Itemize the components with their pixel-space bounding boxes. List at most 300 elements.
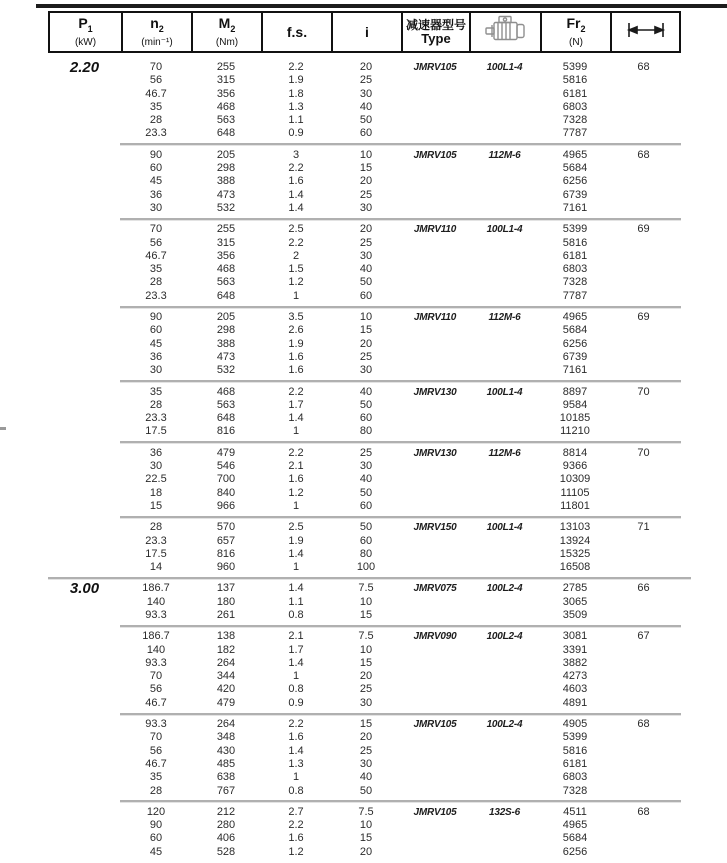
cell-fr2: 9584	[562, 398, 588, 411]
cell-i: 10	[359, 311, 373, 324]
cell-i: 20	[359, 670, 373, 683]
table-body	[48, 61, 677, 859]
cell-n2: 56	[149, 236, 163, 249]
cell-i: 80	[359, 425, 373, 438]
cell-fs: 1.4	[288, 547, 304, 560]
cell-fr2: 7787	[562, 127, 588, 140]
table-row	[48, 149, 677, 162]
cell-n2: 45	[149, 175, 163, 188]
cell-m2: 563	[216, 276, 236, 289]
col-header-label: $P_1$	[78, 15, 93, 34]
cell-fr2: 11210	[560, 425, 590, 438]
table-row	[48, 745, 677, 758]
cell-m2: 356	[216, 87, 236, 100]
cell-m2: 180	[216, 595, 236, 608]
block-separator	[120, 516, 681, 519]
cell-fs: 0.9	[288, 127, 304, 140]
table-row	[48, 127, 677, 140]
cell-i: 25	[359, 188, 373, 201]
cell-m2: 528	[216, 845, 236, 858]
cell-m2: 264	[216, 656, 236, 669]
cell-n2: 45	[149, 337, 163, 350]
cell-i: 40	[359, 385, 373, 398]
col-header-label: $Fr_2$	[566, 15, 586, 34]
table-row	[48, 697, 677, 710]
cell-n2: 70	[149, 670, 163, 683]
cell-i: 25	[359, 744, 373, 757]
cell-i: 40	[359, 100, 373, 113]
cell-fs: 1	[292, 561, 300, 574]
cell-m2: 430	[216, 744, 236, 757]
cell-n2: 46.7	[145, 87, 167, 100]
cell-fs: 1.1	[288, 595, 304, 608]
cell-fs: 0.8	[288, 683, 304, 696]
table-row	[48, 290, 677, 303]
cell-m2: 388	[216, 337, 236, 350]
cell-n2: 15	[149, 499, 163, 512]
cell-n2: 28	[149, 114, 163, 127]
cell-n2: 93.3	[145, 718, 167, 731]
cell-fs: 2.1	[288, 460, 304, 473]
cell-i: 20	[359, 175, 373, 188]
cell-fs: 2.2	[288, 236, 304, 249]
cell-m2: 138	[216, 630, 236, 643]
cell-m2: 638	[216, 771, 236, 784]
cell-fr2: 6739	[562, 350, 588, 363]
cell-fs: 1	[292, 425, 300, 438]
cell-fr2: 7787	[562, 289, 588, 302]
cell-m2: 406	[216, 832, 236, 845]
cell-i: 7.5	[358, 630, 374, 643]
cell-fr2: 4511	[563, 805, 587, 818]
cell-i: 60	[359, 289, 373, 302]
motor-icon	[483, 14, 529, 51]
table-row	[48, 101, 677, 114]
cell-m2: 420	[216, 683, 236, 696]
table-row	[48, 311, 677, 324]
cell-i: 30	[359, 249, 373, 262]
block-separator	[120, 380, 681, 383]
cell-i: 15	[359, 656, 373, 669]
cell-fs: 1.4	[288, 188, 304, 201]
col-header-p1	[50, 13, 123, 51]
cell-fr2: 3509	[562, 608, 588, 621]
cell-n2: 60	[149, 832, 163, 845]
col-header-unit: (kW)	[74, 36, 97, 48]
table-row	[48, 771, 677, 784]
table-row	[48, 351, 677, 364]
cell-fs: 1.8	[288, 87, 304, 100]
cell-fr2: 4965	[562, 819, 588, 832]
table-row	[48, 670, 677, 683]
table-row	[48, 263, 677, 276]
cell-fr2: 5816	[562, 236, 588, 249]
table-row	[48, 657, 677, 670]
cell-i: 30	[359, 201, 373, 214]
cell-fs: 1.9	[288, 337, 304, 350]
col-header-fr2	[542, 13, 612, 51]
cell-fr2: 4891	[562, 696, 588, 709]
cell-i: 50	[359, 276, 373, 289]
cell-m2: 767	[216, 784, 236, 797]
cell-type: JMRV075	[413, 583, 457, 595]
cell-n2: 90	[149, 311, 163, 324]
cell-i: 20	[359, 731, 373, 744]
cell-n2: 46.7	[145, 696, 167, 709]
cell-fs: 2.2	[288, 819, 304, 832]
cell-i: 7.5	[358, 805, 374, 818]
cell-fs: 1.3	[288, 100, 304, 113]
cell-m2: 315	[216, 74, 236, 87]
cell-fs: 0.8	[288, 784, 304, 797]
cell-fr2: 6256	[562, 337, 588, 350]
table-row	[48, 338, 677, 351]
cell-fr2: 7328	[562, 114, 588, 127]
cell-m2: 344	[216, 670, 236, 683]
cell-fs: 1.2	[288, 845, 304, 858]
table-header	[48, 11, 681, 53]
cell-i: 30	[359, 757, 373, 770]
cell-m2: 657	[216, 534, 236, 547]
cell-m2: 563	[216, 398, 236, 411]
cell-fs: 1.6	[288, 473, 304, 486]
cell-fr2: 6181	[562, 87, 588, 100]
cell-fr2: 11801	[560, 499, 590, 512]
table-row	[48, 175, 677, 188]
cell-n2: 28	[149, 521, 163, 534]
cell-m2: 485	[216, 757, 236, 770]
cell-page: 69	[637, 311, 650, 324]
cell-fs: 2.7	[288, 805, 304, 818]
cell-n2: 93.3	[145, 608, 167, 621]
section-separator	[48, 577, 691, 580]
cell-fs: 2.5	[288, 223, 304, 236]
cell-fr2: 6256	[562, 175, 588, 188]
cell-n2: 186.7	[142, 582, 170, 595]
cell-m2: 479	[216, 696, 236, 709]
cell-fs: 2	[292, 249, 300, 262]
cell-page: 71	[637, 521, 650, 534]
cell-fr2: 10309	[559, 473, 591, 486]
cell-n2: 23.3	[145, 412, 167, 425]
cell-fr2: 6803	[562, 263, 588, 276]
cell-m2: 255	[216, 61, 236, 73]
cell-n2: 90	[149, 148, 163, 161]
cell-fr2: 3081	[562, 630, 588, 643]
block-separator	[120, 713, 681, 716]
cell-fr2: 6739	[562, 188, 588, 201]
cell-n2: 30	[149, 364, 163, 377]
cell-fs: 0.8	[288, 608, 304, 621]
cell-n2: 56	[149, 74, 163, 87]
cell-fr2: 6256	[562, 845, 588, 858]
cell-type: JMRV130	[413, 447, 457, 459]
cell-n2: 36	[149, 188, 163, 201]
cell-m2: 205	[216, 311, 236, 324]
cell-fr2: 6803	[562, 100, 588, 113]
cell-n2: 35	[149, 385, 163, 398]
cell-i: 7.5	[358, 582, 374, 595]
col-header-motor	[471, 13, 542, 51]
cell-fs: 1.6	[288, 364, 304, 377]
cell-m2: 205	[216, 148, 236, 161]
cell-i: 30	[359, 364, 373, 377]
cell-motor: 100L2-4	[486, 719, 523, 731]
table-row	[48, 189, 677, 202]
top-rule	[36, 4, 727, 8]
cell-fr2: 5684	[562, 162, 588, 175]
cell-fr2: 6181	[562, 249, 588, 262]
cell-m2: 468	[216, 263, 236, 276]
cell-fs: 1.1	[288, 114, 304, 127]
table-row	[48, 324, 677, 337]
cell-m2: 700	[216, 473, 236, 486]
cell-page: 68	[637, 61, 650, 73]
cell-n2: 35	[149, 100, 163, 113]
cell-fs: 1.7	[288, 398, 304, 411]
cell-fr2: 3882	[562, 656, 588, 669]
cell-fs: 1.6	[288, 175, 304, 188]
cell-motor: 100L1-4	[486, 62, 523, 73]
table-row	[48, 785, 677, 798]
cell-i: 30	[359, 696, 373, 709]
cell-n2: 140	[146, 643, 166, 656]
cell-n2: 30	[149, 460, 163, 473]
cell-n2: 22.5	[145, 473, 167, 486]
cell-m2: 532	[216, 201, 236, 214]
table-row	[48, 561, 677, 574]
cell-fs: 2.2	[288, 718, 304, 731]
cell-i: 40	[359, 771, 373, 784]
cell-i: 25	[359, 74, 373, 87]
cell-n2: 23.3	[145, 127, 167, 140]
block-separator	[120, 800, 681, 803]
cell-m2: 960	[216, 561, 236, 574]
cell-fs: 3.5	[288, 311, 304, 324]
scan-artifact	[0, 427, 6, 430]
cell-m2: 182	[216, 643, 236, 656]
cell-type: JMRV110	[413, 224, 457, 236]
cell-type: JMRV110	[413, 312, 457, 324]
cell-n2: 186.7	[142, 630, 170, 643]
cell-i: 20	[359, 61, 373, 73]
table-row	[48, 487, 677, 500]
cell-fr2: 5684	[562, 832, 588, 845]
cell-fs: 1.5	[288, 263, 304, 276]
cell-i: 40	[359, 473, 373, 486]
block-separator	[120, 143, 681, 146]
cell-i: 15	[359, 608, 373, 621]
cell-i: 50	[359, 114, 373, 127]
cell-motor: 100L2-4	[486, 583, 523, 595]
cell-m2: 816	[216, 547, 236, 560]
cell-i: 10	[359, 595, 373, 608]
cell-fs: 1	[292, 289, 300, 302]
cell-page: 68	[637, 148, 650, 161]
table-row	[48, 819, 677, 832]
cell-fr2: 7328	[562, 784, 588, 797]
cell-fr2: 16508	[559, 561, 591, 574]
table-row	[48, 596, 677, 609]
cell-motor: 100L1-4	[486, 386, 523, 398]
cell-page: 66	[637, 582, 650, 595]
cell-fs: 2.1	[288, 630, 304, 643]
cell-i: 100	[356, 561, 376, 574]
cell-m2: 648	[216, 412, 236, 425]
cell-type: JMRV105	[413, 62, 457, 73]
table-row	[48, 223, 677, 236]
table-row	[48, 718, 677, 731]
cell-fs: 1.6	[288, 731, 304, 744]
cell-fs: 2.2	[288, 385, 304, 398]
cell-fr2: 5399	[562, 61, 588, 73]
cell-n2: 93.3	[145, 656, 167, 669]
table-row	[48, 806, 677, 819]
cell-m2: 479	[216, 446, 236, 459]
table-row	[48, 250, 677, 263]
cell-fs: 1.6	[288, 350, 304, 363]
cell-m2: 212	[216, 805, 236, 818]
cell-m2: 264	[216, 718, 236, 731]
cell-type: JMRV105	[413, 149, 457, 161]
cell-m2: 966	[216, 499, 236, 512]
cell-fs: 3	[292, 148, 300, 161]
cell-m2: 261	[216, 608, 236, 621]
cell-fr2: 6181	[562, 757, 588, 770]
cell-motor: 112M-6	[488, 149, 521, 161]
table-row	[48, 74, 677, 87]
cell-n2: 46.7	[145, 249, 167, 262]
table-row	[48, 447, 677, 460]
cell-type: JMRV105	[413, 806, 457, 818]
table-row	[48, 386, 677, 399]
cell-m2: 280	[216, 819, 236, 832]
table-row	[48, 580, 677, 598]
cell-n2: 120	[146, 805, 166, 818]
cell-page: 70	[637, 446, 650, 459]
table-row	[48, 731, 677, 744]
cell-n2: 28	[149, 276, 163, 289]
cell-i: 30	[359, 460, 373, 473]
col-header-fs	[263, 13, 333, 51]
cell-m2: 570	[216, 521, 236, 534]
table-row	[48, 832, 677, 845]
table-row	[48, 237, 677, 250]
cell-fr2: 7161	[562, 201, 588, 214]
cell-i: 60	[359, 127, 373, 140]
cell-i: 15	[359, 324, 373, 337]
cell-n2: 60	[149, 324, 163, 337]
cell-i: 10	[359, 148, 373, 161]
cell-i: 80	[359, 547, 373, 560]
cell-fs: 1.4	[288, 201, 304, 214]
cell-i: 20	[359, 845, 373, 858]
block-separator	[120, 306, 681, 309]
cell-i: 50	[359, 784, 373, 797]
table-row	[48, 535, 677, 548]
cell-m2: 648	[216, 127, 236, 140]
cell-motor: 112M-6	[488, 447, 521, 459]
col-header-i	[333, 13, 403, 51]
cell-i: 60	[359, 412, 373, 425]
cell-n2: 35	[149, 771, 163, 784]
cell-fs: 1.4	[288, 744, 304, 757]
cell-fr2: 3065	[562, 595, 588, 608]
table-row	[48, 364, 677, 377]
cell-n2: 23.3	[145, 289, 167, 302]
cell-motor: 132S-6	[488, 806, 521, 818]
col-header-unit: (Nm)	[215, 36, 239, 48]
cell-n2: 56	[149, 744, 163, 757]
cell-m2: 840	[216, 486, 236, 499]
cell-motor: 100L1-4	[486, 224, 523, 236]
cell-motor: 100L2-4	[486, 631, 523, 643]
cell-fr2: 7328	[562, 276, 588, 289]
cell-motor: 100L1-4	[486, 522, 523, 534]
table-row	[48, 473, 677, 486]
cell-m2: 315	[216, 236, 236, 249]
cell-page: 70	[637, 385, 650, 398]
cell-i: 50	[359, 486, 373, 499]
cell-n2: 70	[149, 223, 163, 236]
cell-m2: 546	[216, 460, 236, 473]
cell-n2: 18	[149, 486, 163, 499]
cell-fr2: 5816	[562, 74, 588, 87]
cell-page: 68	[637, 805, 650, 818]
cell-fs: 1.9	[288, 534, 304, 547]
cell-n2: 56	[149, 683, 163, 696]
cell-i: 25	[359, 683, 373, 696]
col-header-label: 减速器型号	[405, 18, 466, 32]
table-row	[48, 758, 677, 771]
cell-fs: 2.6	[288, 324, 304, 337]
block-separator	[120, 218, 681, 221]
cell-m2: 563	[216, 114, 236, 127]
cell-fr2: 6803	[562, 771, 588, 784]
cell-i: 15	[359, 162, 373, 175]
cell-i: 15	[359, 718, 373, 731]
cell-n2: 90	[149, 819, 163, 832]
table-row	[48, 425, 677, 438]
cell-page: 69	[637, 223, 650, 236]
cell-i: 25	[359, 236, 373, 249]
cell-fr2: 15325	[559, 547, 591, 560]
table-row	[48, 88, 677, 101]
cell-m2: 816	[216, 425, 236, 438]
cell-n2: 17.5	[145, 425, 167, 438]
col-header-m2	[193, 13, 263, 51]
cell-fs: 1.9	[288, 74, 304, 87]
cell-fr2: 5399	[562, 731, 588, 744]
cell-n2: 70	[149, 731, 163, 744]
cell-fr2: 5399	[562, 223, 588, 236]
cell-i: 25	[359, 350, 373, 363]
cell-page: 67	[637, 630, 650, 643]
cell-m2: 298	[216, 162, 236, 175]
table-row	[48, 630, 677, 643]
cell-motor: 112M-6	[488, 312, 521, 324]
cell-i: 40	[359, 263, 373, 276]
cell-n2: 28	[149, 398, 163, 411]
table-row	[48, 683, 677, 696]
cell-fr2: 13924	[559, 534, 591, 547]
cell-fs: 1	[292, 771, 300, 784]
cell-n2: 14	[149, 561, 163, 574]
cell-fr2: 9366	[562, 460, 588, 473]
table-row	[48, 846, 677, 859]
table-row	[48, 500, 677, 513]
cell-fs: 2.2	[288, 61, 304, 73]
